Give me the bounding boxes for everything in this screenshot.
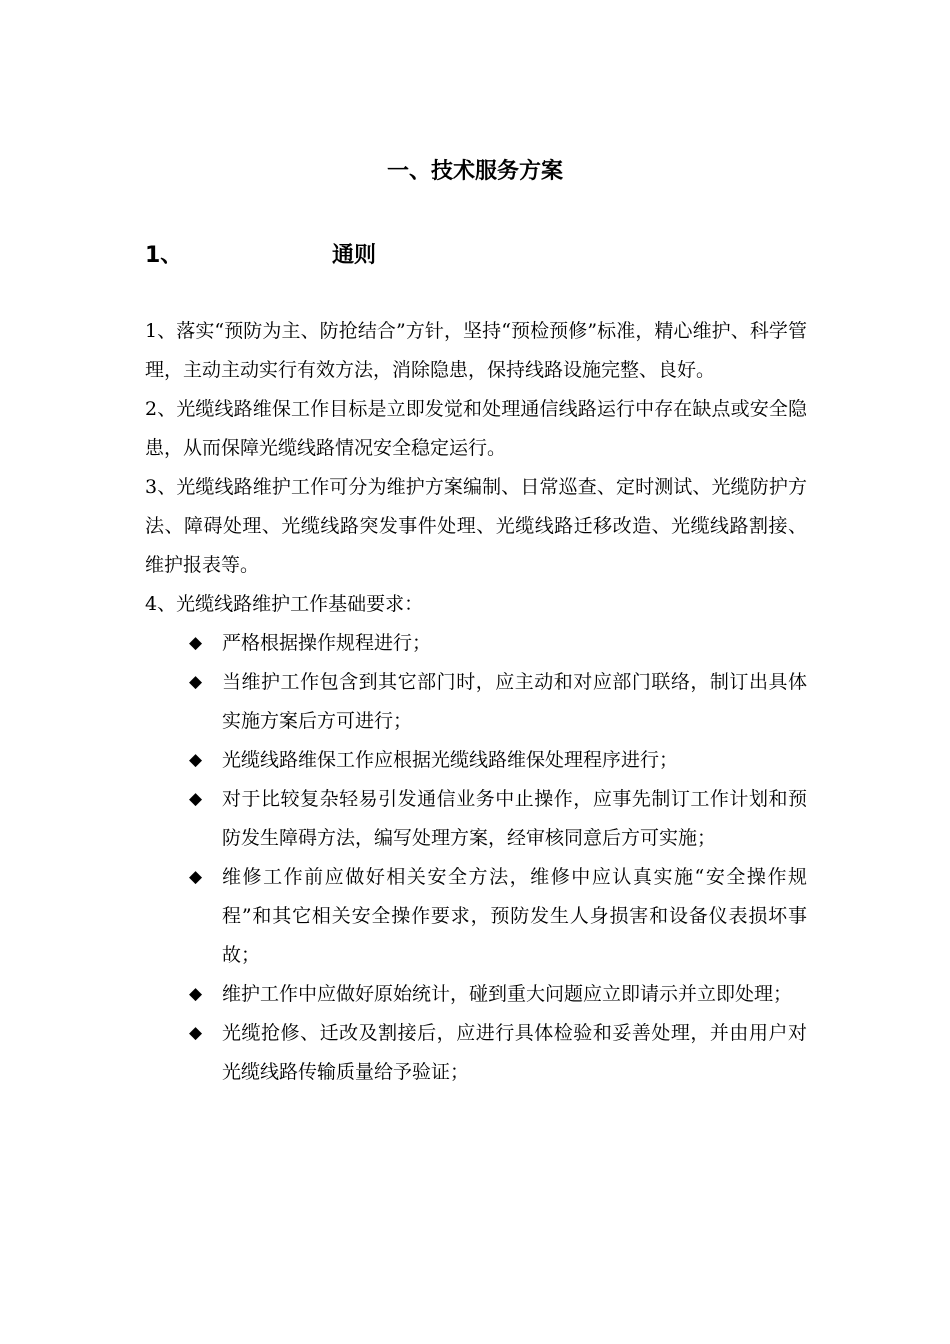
diamond-bullet-icon: ◆ — [189, 867, 203, 887]
list-item-text: 光缆抢修、迁改及割接后，应进行具体检验和妥善处理，并由用户对光缆线路传输质量给予验证； — [222, 1022, 807, 1083]
list-item — [145, 858, 807, 975]
diamond-bullet-icon: ◆ — [189, 984, 203, 1004]
list-item — [145, 741, 807, 780]
diamond-bullet-icon: ◆ — [189, 789, 203, 809]
list-item-text: 对于比较复杂轻易引发通信业务中止操作，应事先制订工作计划和预防发生障碍方法，编写处理方案，经审核同意后方可实施； — [222, 788, 807, 849]
page-title: 一、技术服务方案 — [386, 159, 563, 184]
paragraph-2: 2、光缆线路维保工作目标是立即发觉和处理通信线路运行中存在缺点或安全隐患，从而保障光缆线路情况安全稳定运行。 — [145, 398, 807, 459]
diamond-bullet-icon: ◆ — [189, 1023, 203, 1043]
list-item — [145, 780, 807, 858]
list-item — [145, 663, 807, 741]
paragraph-4: 4、光缆线路维护工作基础要求： — [145, 593, 424, 615]
list-item — [145, 1014, 807, 1092]
requirements-list — [145, 624, 807, 1092]
section-title: 通则 — [332, 243, 377, 268]
list-item — [145, 624, 807, 663]
list-item-text: 严格根据操作规程进行； — [222, 632, 432, 654]
paragraph-1: 1、落实“预防为主、防抢结合”方针，坚持“预检预修”标准，精心维护、科学管理，主动主动实行有效方法，消除隐患，保持线路设施完整、良好。 — [145, 320, 807, 381]
diamond-bullet-icon: ◆ — [189, 633, 203, 653]
diamond-bullet-icon: ◆ — [189, 672, 203, 692]
section-number: 1、 — [145, 243, 183, 268]
list-item — [145, 975, 807, 1014]
document-body — [145, 312, 807, 1092]
list-item-text: 维护工作中应做好原始统计，碰到重大问题应立即请示并立即处理； — [222, 983, 793, 1005]
paragraph-3: 3、光缆线路维护工作可分为维护方案编制、日常巡查、定时测试、光缆防护方法、障碍处理、光缆线路突发事件处理、光缆线路迁移改造、光缆线路割接、维护报表等。 — [145, 476, 807, 576]
list-item-text: 当维护工作包含到其它部门时，应主动和对应部门联络，制订出具体实施方案后方可进行； — [222, 671, 807, 732]
list-item-text: 维修工作前应做好相关安全方法，维修中应认真实施“安全操作规程”和其它相关安全操作要求，预防发生人身损害和设备仪表损坏事故； — [222, 866, 807, 966]
diamond-bullet-icon: ◆ — [189, 750, 203, 770]
list-item-text: 光缆线路维保工作应根据光缆线路维保处理程序进行； — [222, 749, 679, 771]
